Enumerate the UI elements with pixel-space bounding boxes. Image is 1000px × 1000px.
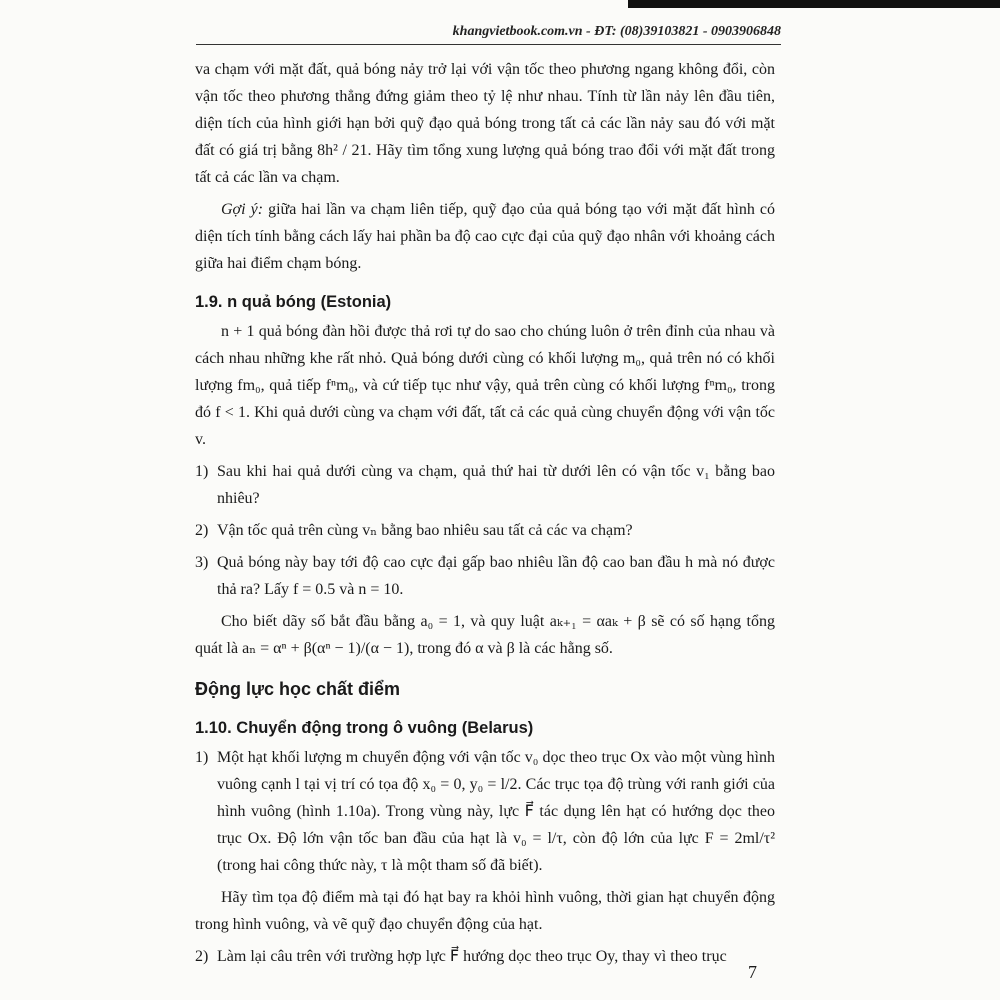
list-item — [195, 458, 775, 512]
list-number: 1) — [195, 463, 209, 480]
sequence-note: Cho biết dãy số bắt đầu bằng a₀ = 1, và quy luật aₖ₊₁ = αaₖ + β sẽ có số hạng tổng quát là aₙ = αⁿ + β(αⁿ − 1)/(α − 1), trong đó α và β là các hằng số. — [195, 613, 775, 657]
paragraph-continuation: va chạm với mặt đất, quả bóng nảy trở lại với vận tốc theo phương ngang không đổi, còn vận tốc theo phương thẳng đứng giảm theo tỷ lệ như nhau. Tính từ lần nảy lên đầu tiên, diện tích của hình giới hạn bởi quỹ đạo quả bóng trong tất cả các lần nảy sau đó với mặt đất có giá trị bằng 8h² / 21. Hãy tìm tổng xung lượng quả bóng trao đổi với mặt đất trong tất cả các lần va chạm. — [195, 61, 775, 186]
list-text: Quả bóng này bay tới độ cao cực đại gấp bao nhiêu lần độ cao ban đầu h mà nó được thả ra? Lấy f = 0.5 và n = 10. — [217, 554, 775, 598]
list-item — [195, 943, 775, 970]
hint-paragraph — [195, 196, 775, 277]
followup-paragraph: Hãy tìm tọa độ điểm mà tại đó hạt bay ra khỏi hình vuông, thời gian hạt chuyển động trong hình vuông, và vẽ quỹ đạo chuyển động của hạt. — [195, 889, 775, 933]
list-item — [195, 517, 775, 544]
list-text: Vận tốc quả trên cùng vₙ bằng bao nhiêu sau tất cả các va chạm? — [217, 522, 633, 539]
page-number: 7 — [748, 962, 757, 982]
list-number: 2) — [195, 522, 209, 539]
list-text: Sau khi hai quả dưới cùng va chạm, quả thứ hai từ dưới lên có vận tốc v₁ bằng bao nhiêu? — [217, 463, 775, 507]
page-content — [195, 56, 775, 975]
chapter-title: Động lực học chất điểm — [195, 679, 401, 699]
list-item — [195, 744, 775, 879]
section-1-10-title: 1.10. Chuyển động trong ô vuông (Belarus) — [195, 719, 534, 737]
section-1-9-title: 1.9. n quả bóng (Estonia) — [195, 293, 392, 311]
list-number: 3) — [195, 554, 209, 571]
list-text: Một hạt khối lượng m chuyển động với vận tốc v₀ dọc theo trục Ox vào một vùng hình vuông cạnh l tại vị trí có tọa độ x₀ = 0, y₀ = l/2. Các trục tọa độ trùng với ranh giới của hình vuông (hình 1.10a). Trong vùng này, lực F⃗ tác dụng lên hạt có hướng dọc theo trục Ox. Độ lớn vận tốc ban đầu của hạt là v₀ = l/τ, còn độ lớn của lực F = 2ml/τ² (trong hai công thức này, τ là một tham số đã biết). — [217, 749, 775, 874]
page-header: khangvietbook.com.vn - ĐT: (08)39103821 - 0903906848 — [452, 24, 781, 39]
hint-label: Gợi ý: — [221, 201, 264, 218]
header-rule — [196, 44, 781, 45]
list-item — [195, 549, 775, 603]
list-text: Làm lại câu trên với trường hợp lực F⃗ hướng dọc theo trục Oy, thay vì theo trục — [217, 948, 727, 965]
list-number: 1) — [195, 749, 209, 766]
section-1-9-intro: n + 1 quả bóng đàn hồi được thả rơi tự do sao cho chúng luôn ở trên đỉnh của nhau và cách nhau những khe rất nhỏ. Quả bóng dưới cùng có khối lượng m₀, quả trên nó có khối lượng fm₀, quả tiếp fⁿm₀, và cứ tiếp tục như vậy, quả trên cùng có khối lượng fⁿm₀, trong đó f < 1. Khi quả dưới cùng va chạm với đất, tất cả các quả cùng chuyển động với vận tốc v. — [195, 323, 775, 448]
list-number: 2) — [195, 948, 209, 965]
hint-text: giữa hai lần va chạm liên tiếp, quỹ đạo của quả bóng tạo với mặt đất hình có diện tích tính bằng cách lấy hai phần ba độ cao cực đại của quỹ đạo nhân với khoảng cách giữa hai điểm chạm bóng. — [195, 201, 776, 272]
top-edge-bar — [628, 0, 1000, 8]
